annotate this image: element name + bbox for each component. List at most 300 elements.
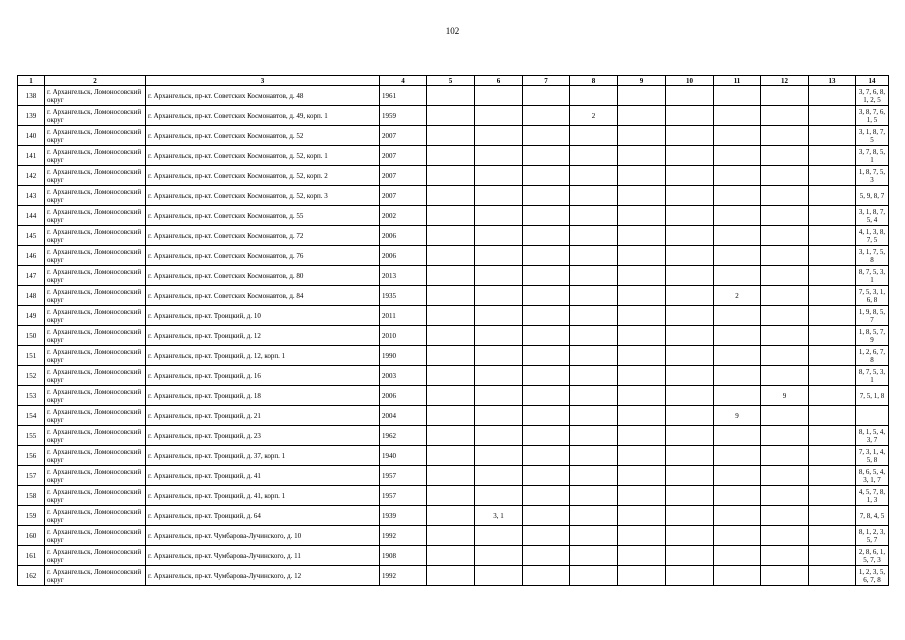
col-11-cell [714,246,761,266]
row-number-cell: 156 [18,446,45,466]
column-header: 6 [475,76,523,86]
col-6-cell [475,566,523,586]
col-9-cell [618,526,666,546]
col-5-cell [427,466,475,486]
col-12-cell [761,86,809,106]
address-cell: г. Архангельск, пр-кт. Советских Космонавтов, д. 76 [146,246,380,266]
col-5-cell [427,146,475,166]
col-7-cell [523,546,570,566]
district-cell: г. Архангельск, Ломоносовский округ [45,306,146,326]
col-10-cell [666,206,714,226]
col-6-cell [475,166,523,186]
table-row [18,406,889,426]
column-header: 12 [761,76,809,86]
col-9-cell [618,446,666,466]
col-10-cell [666,386,714,406]
column-header: 13 [809,76,856,86]
col-14-cell: 3, 7, 6, 8, 1, 2, 5 [856,86,889,106]
col-6-cell [475,466,523,486]
col-8-cell [570,466,618,486]
col-14-cell: 1, 2, 3, 5, 6, 7, 8 [856,566,889,586]
col-11-cell [714,186,761,206]
col-11-cell [714,346,761,366]
table-row [18,366,889,386]
table-row [18,506,889,526]
col-8-cell [570,186,618,206]
table-row [18,526,889,546]
col-7-cell [523,426,570,446]
col-8-cell [570,506,618,526]
year-cell: 2006 [380,226,427,246]
column-header: 5 [427,76,475,86]
col-9-cell [618,426,666,446]
col-8-cell [570,306,618,326]
col-9-cell [618,266,666,286]
row-number-cell: 159 [18,506,45,526]
col-7-cell [523,566,570,586]
col-12-cell [761,286,809,306]
col-12-cell [761,246,809,266]
col-5-cell [427,266,475,286]
col-6-cell [475,326,523,346]
col-11-cell [714,446,761,466]
district-cell: г. Архангельск, Ломоносовский округ [45,186,146,206]
row-number-cell: 138 [18,86,45,106]
col-11-cell [714,86,761,106]
col-12-cell [761,566,809,586]
col-8-cell [570,566,618,586]
address-cell: г. Архангельск, пр-кт. Троицкий, д. 37, корп. 1 [146,446,380,466]
district-cell: г. Архангельск, Ломоносовский округ [45,126,146,146]
col-10-cell [666,446,714,466]
col-10-cell [666,466,714,486]
col-8-cell [570,146,618,166]
col-14-cell: 7, 5, 3, 1, 6, 8 [856,286,889,306]
col-10-cell [666,306,714,326]
col-5-cell [427,86,475,106]
col-10-cell [666,566,714,586]
col-9-cell [618,406,666,426]
col-14-cell: 4, 1, 3, 8, 7, 5 [856,226,889,246]
col-12-cell [761,126,809,146]
col-6-cell [475,226,523,246]
col-8-cell [570,486,618,506]
table-row [18,566,889,586]
year-cell: 2007 [380,186,427,206]
col-5-cell [427,486,475,506]
year-cell: 1961 [380,86,427,106]
col-10-cell [666,106,714,126]
col-10-cell [666,326,714,346]
row-number-cell: 160 [18,526,45,546]
district-cell: г. Архангельск, Ломоносовский округ [45,446,146,466]
table-row [18,286,889,306]
col-6-cell [475,406,523,426]
address-cell: г. Архангельск, пр-кт. Советских Космонавтов, д. 55 [146,206,380,226]
column-header: 11 [714,76,761,86]
col-5-cell [427,206,475,226]
col-7-cell [523,286,570,306]
address-cell: г. Архангельск, пр-кт. Троицкий, д. 23 [146,426,380,446]
col-11-cell [714,306,761,326]
row-number-cell: 141 [18,146,45,166]
column-header: 3 [146,76,380,86]
row-number-cell: 155 [18,426,45,446]
col-11-cell [714,546,761,566]
col-5-cell [427,326,475,346]
col-11-cell [714,386,761,406]
col-8-cell [570,246,618,266]
table-row [18,166,889,186]
col-7-cell [523,126,570,146]
col-9-cell [618,106,666,126]
col-6-cell [475,426,523,446]
col-6-cell [475,106,523,126]
year-cell: 2007 [380,166,427,186]
col-7-cell [523,386,570,406]
col-6-cell [475,206,523,226]
col-9-cell [618,306,666,326]
col-8-cell [570,406,618,426]
col-13-cell [809,466,856,486]
col-14-cell: 8, 7, 5, 3, 1 [856,366,889,386]
col-9-cell [618,546,666,566]
table-row [18,126,889,146]
col-13-cell [809,86,856,106]
col-7-cell [523,106,570,126]
district-cell: г. Архангельск, Ломоносовский округ [45,326,146,346]
col-13-cell [809,306,856,326]
col-14-cell: 1, 8, 5, 7, 9 [856,326,889,346]
year-cell: 1940 [380,446,427,466]
col-14-cell: 1, 2, 6, 7, 8 [856,346,889,366]
col-12-cell [761,406,809,426]
col-13-cell [809,186,856,206]
col-5-cell [427,166,475,186]
address-cell: г. Архангельск, пр-кт. Советских Космонавтов, д. 52, корп. 1 [146,146,380,166]
col-5-cell [427,106,475,126]
col-11-cell [714,266,761,286]
col-5-cell [427,346,475,366]
col-8-cell [570,126,618,146]
table-row [18,226,889,246]
col-12-cell [761,506,809,526]
col-11-cell: 9 [714,406,761,426]
col-9-cell [618,486,666,506]
col-11-cell [714,146,761,166]
col-9-cell [618,166,666,186]
address-cell: г. Архангельск, пр-кт. Советских Космонавтов, д. 48 [146,86,380,106]
col-14-cell: 8, 6, 5, 4, 3, 1, 7 [856,466,889,486]
col-6-cell [475,266,523,286]
col-5-cell [427,246,475,266]
row-number-cell: 139 [18,106,45,126]
col-8-cell [570,86,618,106]
address-cell: г. Архангельск, пр-кт. Советских Космонавтов, д. 52, корп. 3 [146,186,380,206]
col-7-cell [523,526,570,546]
col-7-cell [523,206,570,226]
col-11-cell [714,466,761,486]
column-header: 1 [18,76,45,86]
year-cell: 2004 [380,406,427,426]
col-12-cell [761,226,809,246]
table-row [18,206,889,226]
col-5-cell [427,366,475,386]
col-10-cell [666,126,714,146]
district-cell: г. Архангельск, Ломоносовский округ [45,366,146,386]
year-cell: 2010 [380,326,427,346]
col-6-cell [475,86,523,106]
district-cell: г. Архангельск, Ломоносовский округ [45,526,146,546]
year-cell: 1992 [380,526,427,546]
col-8-cell [570,286,618,306]
col-5-cell [427,446,475,466]
col-12-cell [761,426,809,446]
row-number-cell: 151 [18,346,45,366]
col-14-cell: 7, 8, 4, 5 [856,506,889,526]
col-11-cell: 2 [714,286,761,306]
district-cell: г. Архангельск, Ломоносовский округ [45,266,146,286]
col-13-cell [809,166,856,186]
col-13-cell [809,446,856,466]
table-row [18,486,889,506]
col-14-cell: 4, 5, 7, 8, 1, 3 [856,486,889,506]
district-cell: г. Архангельск, Ломоносовский округ [45,286,146,306]
col-9-cell [618,466,666,486]
year-cell: 2006 [380,246,427,266]
col-8-cell [570,386,618,406]
year-cell: 1935 [380,286,427,306]
address-cell: г. Архангельск, пр-кт. Советских Космонавтов, д. 49, корп. 1 [146,106,380,126]
year-cell: 1957 [380,466,427,486]
col-11-cell [714,566,761,586]
col-9-cell [618,566,666,586]
col-13-cell [809,246,856,266]
district-cell: г. Архангельск, Ломоносовский округ [45,346,146,366]
table-row [18,386,889,406]
col-11-cell [714,126,761,146]
col-12-cell [761,166,809,186]
address-cell: г. Архангельск, пр-кт. Троицкий, д. 18 [146,386,380,406]
address-cell: г. Архангельск, пр-кт. Троицкий, д. 41, корп. 1 [146,486,380,506]
col-11-cell [714,526,761,546]
col-14-cell: 3, 1, 8, 7, 5, 4 [856,206,889,226]
table-row [18,346,889,366]
col-11-cell [714,506,761,526]
col-5-cell [427,526,475,546]
col-6-cell [475,246,523,266]
col-8-cell [570,166,618,186]
district-cell: г. Архангельск, Ломоносовский округ [45,546,146,566]
col-6-cell [475,186,523,206]
col-12-cell [761,346,809,366]
address-cell: г. Архангельск, пр-кт. Советских Космонавтов, д. 80 [146,266,380,286]
col-11-cell [714,106,761,126]
address-cell: г. Архангельск, пр-кт. Чумбарова-Лучинского, д. 10 [146,526,380,546]
col-11-cell [714,166,761,186]
col-12-cell [761,266,809,286]
address-cell: г. Архангельск, пр-кт. Советских Космонавтов, д. 72 [146,226,380,246]
col-9-cell [618,126,666,146]
col-12-cell [761,146,809,166]
col-13-cell [809,346,856,366]
building-table [17,75,889,586]
col-10-cell [666,426,714,446]
col-10-cell [666,166,714,186]
col-6-cell [475,486,523,506]
table-row [18,426,889,446]
row-number-cell: 145 [18,226,45,246]
col-10-cell [666,346,714,366]
page-number: 102 [445,26,460,36]
district-cell: г. Архангельск, Ломоносовский округ [45,566,146,586]
col-12-cell [761,326,809,346]
col-9-cell [618,286,666,306]
col-7-cell [523,486,570,506]
year-cell: 1908 [380,546,427,566]
col-7-cell [523,406,570,426]
col-7-cell [523,506,570,526]
col-8-cell: 2 [570,106,618,126]
col-14-cell: 7, 3, 1, 4, 5, 8 [856,446,889,466]
column-header: 2 [45,76,146,86]
district-cell: г. Архангельск, Ломоносовский округ [45,406,146,426]
year-cell: 2003 [380,366,427,386]
col-13-cell [809,146,856,166]
table-row [18,446,889,466]
year-cell: 2006 [380,386,427,406]
row-number-cell: 150 [18,326,45,346]
col-7-cell [523,466,570,486]
address-cell: г. Архангельск, пр-кт. Чумбарова-Лучинского, д. 12 [146,566,380,586]
col-13-cell [809,526,856,546]
col-6-cell [475,386,523,406]
col-7-cell [523,366,570,386]
col-7-cell [523,326,570,346]
col-11-cell [714,486,761,506]
col-7-cell [523,86,570,106]
col-14-cell: 7, 5, 1, 8 [856,386,889,406]
col-5-cell [427,546,475,566]
year-cell: 2007 [380,146,427,166]
row-number-cell: 144 [18,206,45,226]
col-8-cell [570,526,618,546]
address-cell: г. Архангельск, пр-кт. Троицкий, д. 64 [146,506,380,526]
row-number-cell: 152 [18,366,45,386]
year-cell: 1939 [380,506,427,526]
row-number-cell: 158 [18,486,45,506]
col-13-cell [809,506,856,526]
col-13-cell [809,426,856,446]
address-cell: г. Архангельск, пр-кт. Троицкий, д. 12 [146,326,380,346]
address-cell: г. Архангельск, пр-кт. Чумбарова-Лучинского, д. 11 [146,546,380,566]
row-number-cell: 153 [18,386,45,406]
address-cell: г. Архангельск, пр-кт. Советских Космонавтов, д. 52, корп. 2 [146,166,380,186]
col-7-cell [523,226,570,246]
address-cell: г. Архангельск, пр-кт. Троицкий, д. 21 [146,406,380,426]
col-10-cell [666,486,714,506]
table-row [18,86,889,106]
col-9-cell [618,146,666,166]
header-row [18,76,889,86]
col-13-cell [809,406,856,426]
address-cell: г. Архангельск, пр-кт. Троицкий, д. 10 [146,306,380,326]
col-5-cell [427,506,475,526]
col-10-cell [666,286,714,306]
col-10-cell [666,226,714,246]
col-10-cell [666,266,714,286]
col-7-cell [523,266,570,286]
row-number-cell: 147 [18,266,45,286]
col-7-cell [523,146,570,166]
col-13-cell [809,386,856,406]
year-cell: 1992 [380,566,427,586]
col-9-cell [618,206,666,226]
table-row [18,106,889,126]
table-row [18,246,889,266]
col-5-cell [427,566,475,586]
year-cell: 2007 [380,126,427,146]
col-7-cell [523,166,570,186]
col-10-cell [666,526,714,546]
col-14-cell [856,406,889,426]
col-5-cell [427,186,475,206]
col-5-cell [427,286,475,306]
col-6-cell [475,546,523,566]
col-8-cell [570,446,618,466]
col-6-cell: 3, 1 [475,506,523,526]
col-10-cell [666,546,714,566]
col-11-cell [714,366,761,386]
district-cell: г. Архангельск, Ломоносовский округ [45,226,146,246]
row-number-cell: 157 [18,466,45,486]
col-9-cell [618,246,666,266]
row-number-cell: 154 [18,406,45,426]
district-cell: г. Архангельск, Ломоносовский округ [45,246,146,266]
col-14-cell: 3, 1, 7, 5, 8 [856,246,889,266]
col-9-cell [618,506,666,526]
col-13-cell [809,326,856,346]
col-7-cell [523,186,570,206]
col-14-cell: 3, 8, 7, 6, 1, 5 [856,106,889,126]
col-9-cell [618,366,666,386]
col-11-cell [714,226,761,246]
column-header: 7 [523,76,570,86]
column-header: 8 [570,76,618,86]
district-cell: г. Архангельск, Ломоносовский округ [45,166,146,186]
col-12-cell [761,306,809,326]
col-8-cell [570,326,618,346]
col-6-cell [475,526,523,546]
district-cell: г. Архангельск, Ломоносовский округ [45,466,146,486]
col-12-cell [761,206,809,226]
col-5-cell [427,406,475,426]
col-12-cell [761,446,809,466]
year-cell: 1990 [380,346,427,366]
col-12-cell [761,466,809,486]
row-number-cell: 161 [18,546,45,566]
col-14-cell: 2, 8, 6, 1, 5, 7, 3 [856,546,889,566]
col-13-cell [809,126,856,146]
col-6-cell [475,146,523,166]
address-cell: г. Архангельск, пр-кт. Троицкий, д. 16 [146,366,380,386]
col-5-cell [427,426,475,446]
col-5-cell [427,306,475,326]
district-cell: г. Архангельск, Ломоносовский округ [45,386,146,406]
col-6-cell [475,126,523,146]
address-cell: г. Архангельск, пр-кт. Троицкий, д. 41 [146,466,380,486]
year-cell: 2011 [380,306,427,326]
